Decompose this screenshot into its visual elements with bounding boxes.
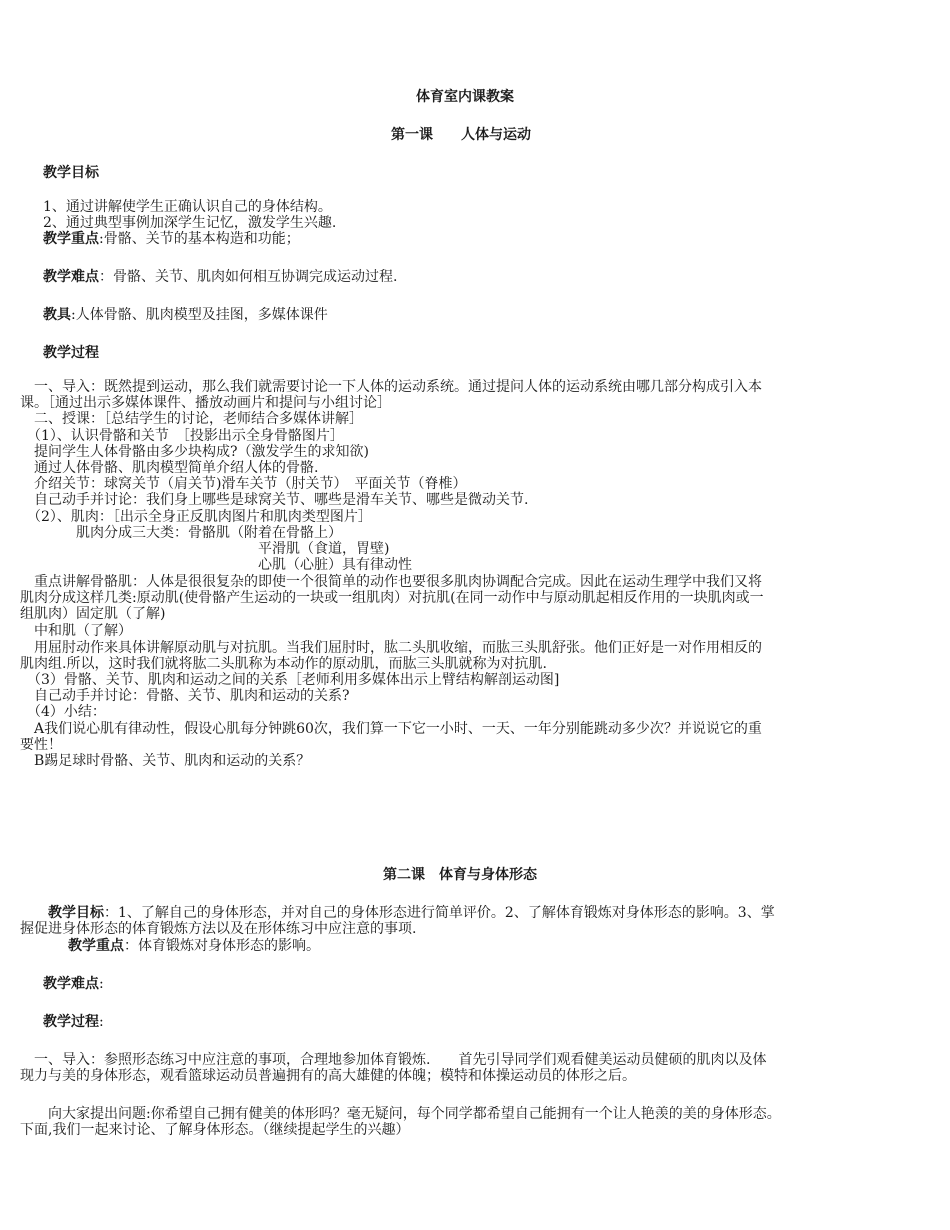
lesson2-key-text: ：体育锻炼对身体形态的影响。 [124,938,320,954]
lesson1-line: 用屈肘动作来具体讲解原动肌与对抗肌。当我们屈肘时，肱二头肌收缩，而肱三头肌舒张。他们正好是一对作用相反的 [20,640,762,656]
lesson1-line: 一、导入：既然提到运动，那么我们就需要讨论一下人体的运动系统。通过提问人体的运动系统由哪几部分构成引入本 [20,379,762,395]
lesson1-line: 组肌肉）固定肌（了解) [20,606,166,622]
lesson1-line: 中和肌（了解） [20,623,132,639]
lesson2-goals-label: 教学目标 [48,905,104,921]
lesson1-goal-1: 1、通过讲解使学生正确认识自己的身体结构。 [43,199,332,215]
lesson1-line: （3）骨骼、关节、肌肉和运动之间的关系［老师利用多媒体出示上臂结构解剖运动图] [20,672,560,688]
lesson2-key-label: 教学重点 [68,938,124,954]
lesson1-line: 提问学生人体骨骼由多少块构成?（激发学生的求知欲) [20,444,369,460]
lesson2-goals-cont: 握促进身体形态的体育锻炼方法以及在形体练习中应注意的事项. [20,921,417,937]
lesson1-line: B踢足球时骨骼、关节、肌肉和运动的关系？ [20,753,311,769]
difficulty-text: ：骨骼、关节、肌肉如何相互协调完成运动过程. [99,269,398,285]
lesson2-goals-text: ：1、了解自己的身体形态，并对自己的身体形态进行简单评价。2、了解体育锻炼对身体形态的影响。3、掌 [104,905,775,921]
lesson2-key-point [68,938,320,954]
lesson1-difficulty [43,269,397,285]
lesson1-line: A我们说心肌有律动性，假设心肌每分钟跳60次，我们算一下它一小时、一天、一年分别能跳动多少次？并说说它的重 [20,721,762,737]
lesson2-difficulty [43,976,104,992]
lesson1-line: 要性！ [20,737,62,753]
lesson2-difficulty-text: : [99,976,104,992]
lesson1-line: 自己动手并讨论：我们身上哪些是球窝关节、哪些是滑车关节、哪些是微动关节. [20,492,529,508]
lesson1-key-point [43,231,300,247]
lesson1-line: 课。［通过出示多媒体课件、播放动画片和提问与小组讨论］ [20,395,391,411]
lesson2-heading: 第二课 体育与身体形态 [383,867,537,883]
lesson1-line: 肌肉分成三大类：骨骼肌（附着在骨骼上） [20,525,342,541]
lesson1-heading: 第一课 人体与运动 [391,127,531,143]
key-point-text: :骨骼、关节的基本构造和功能； [99,231,300,247]
lesson1-line: 介绍关节：球窝关节（肩关节)滑车关节（肘关节） 平面关节（脊椎） [20,476,467,492]
lesson2-difficulty-label: 教学难点 [43,976,99,992]
lesson2-line: 一、导入：参照形态练习中应注意的事项，合理地参加体育锻炼. 首先引导同学们观看健美运动员健硕的肌肉以及体 [20,1052,767,1068]
lesson1-line: 心肌（心脏）具有律动性 [20,557,412,573]
tools-label: 教具 [43,307,71,323]
key-point-label: 教学重点 [43,231,99,247]
lesson2-line: 向大家提出问题:你希望自己拥有健美的体形吗？毫无疑问，每个同学都希望自己能拥有一个让人艳羡的美的身体形态。 [20,1106,781,1122]
lesson1-line: （4）小结： [20,704,106,720]
lesson1-line: 肌肉组.所以，这时我们就将肱二头肌称为本动作的原动肌，而肱三头肌就称为对抗肌. [20,656,547,672]
lesson1-process-label: 教学过程 [43,345,99,361]
document-title: 体育室内课教案 [416,89,514,105]
lesson1-line: 通过人体骨骼、肌肉模型简单介绍人体的骨骼. [20,460,319,476]
lesson2-goals [20,905,775,921]
lesson1-line: （1）、认识骨骼和关节 ［投影出示全身骨骼图片］ [20,428,344,444]
lesson2-process-text: : [99,1014,104,1030]
lesson1-goal-2: 2、通过典型事例加深学生记忆，激发学生兴趣. [43,215,337,231]
lesson1-tools [43,307,328,323]
lesson1-goals-label: 教学目标 [43,165,99,181]
difficulty-label: 教学难点 [43,269,99,285]
lesson2-process-label: 教学过程 [43,1014,99,1030]
lesson2-process [43,1014,104,1030]
lesson1-line: 肌肉分成这样几类:原动肌(使骨骼产生运动的一块或一组肌肉）对抗肌(在同一动作中与原动肌起相反作用的一块肌肉或一 [20,590,764,606]
lesson1-line: 重点讲解骨骼肌：人体是很很复杂的即使一个很简单的动作也要很多肌肉协调配合完成。因此在运动生理学中我们又将 [20,574,762,590]
tools-text: :人体骨骼、肌肉模型及挂图，多媒体课件 [71,307,328,323]
lesson1-line: 平滑肌（食道，胃壁) [20,541,390,557]
lesson2-line: 现力与美的身体形态，观看篮球运动员普遍拥有的高大雄健的体魄；模特和体操运动员的体形之后。 [20,1068,636,1084]
lesson1-line: （2）、肌肉：［出示全身正反肌肉图片和肌肉类型图片］ [20,509,372,525]
lesson1-line: 自己动手并讨论：骨骼、关节、肌肉和运动的关系? [20,688,350,704]
lesson1-line: 二、授课：［总结学生的讨论，老师结合多媒体讲解］ [20,411,363,427]
lesson2-line: 下面,我们一起来讨论、了解身体形态。（继续提起学生的兴趣） [20,1122,410,1138]
